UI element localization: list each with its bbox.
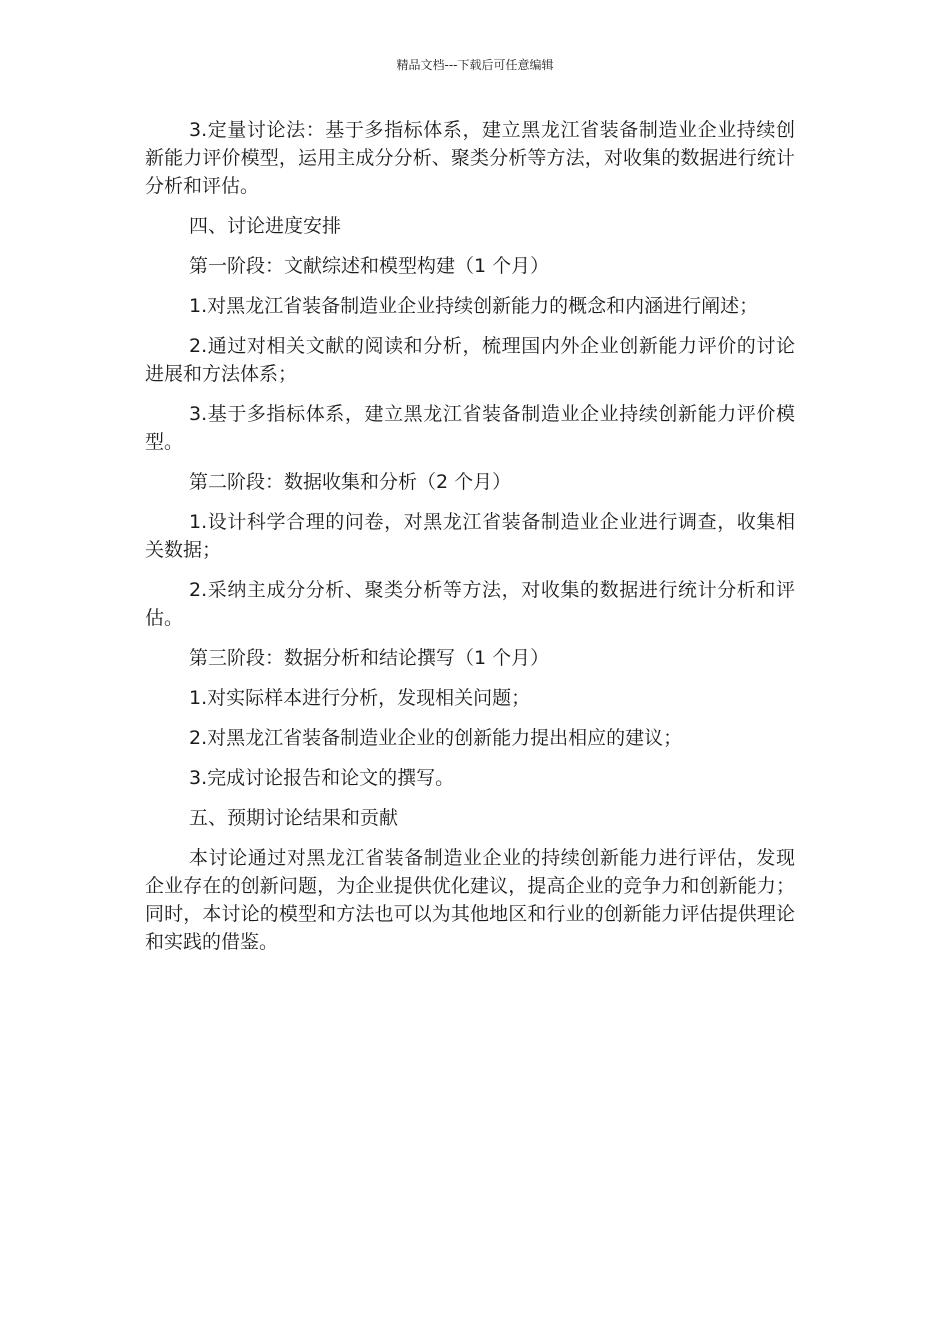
paragraph-method-3: 3.定量讨论法：基于多指标体系，建立黑龙江省装备制造业企业持续创新能力评价模型，运用主成分分析、聚类分析等方法，对收集的数据进行统计分析和评估。 — [145, 119, 795, 197]
stage-3-item-2: 2.对黑龙江省装备制造业企业的创新能力提出相应的建议； — [189, 727, 683, 749]
section-heading-expected-results: 五、预期讨论结果和贡献 — [189, 807, 399, 829]
expected-results-paragraph: 本讨论通过对黑龙江省装备制造业企业的持续创新能力进行评估，发现企业存在的创新问题，为企业提供优化建议，提高企业的竞争力和创新能力；同时，本讨论的模型和方法也可以为其他地区和行业的创新能力评估提供理论和实践的借鉴。 — [145, 847, 795, 953]
page-header: 精品文档---下载后可任意编辑 — [396, 58, 554, 72]
stage-1-item-1: 1.对黑龙江省装备制造业企业持续创新能力的概念和内涵进行阐述； — [189, 295, 759, 317]
stage-1-item-3: 3.基于多指标体系，建立黑龙江省装备制造业企业持续创新能力评价模型。 — [145, 403, 795, 453]
stage-3-item-3: 3.完成讨论报告和论文的撰写。 — [189, 767, 455, 789]
stage-2-heading: 第二阶段：数据收集和分析（2 个月） — [189, 471, 512, 493]
stage-3-item-1: 1.对实际样本进行分析，发现相关问题； — [189, 687, 531, 709]
stage-2-item-2: 2.采纳主成分分析、聚类分析等方法，对收集的数据进行统计分析和评估。 — [145, 579, 795, 629]
stage-2-item-1: 1.设计科学合理的问卷，对黑龙江省装备制造业企业进行调查，收集相关数据； — [145, 511, 795, 561]
document-body — [145, 116, 795, 968]
section-heading-schedule: 四、讨论进度安排 — [189, 215, 342, 237]
stage-3-heading: 第三阶段：数据分析和结论撰写（1 个月） — [189, 647, 550, 669]
stage-1-heading: 第一阶段：文献综述和模型构建（1 个月） — [189, 255, 550, 277]
stage-1-item-2: 2.通过对相关文献的阅读和分析，梳理国内外企业创新能力评价的讨论进展和方法体系； — [145, 335, 795, 385]
